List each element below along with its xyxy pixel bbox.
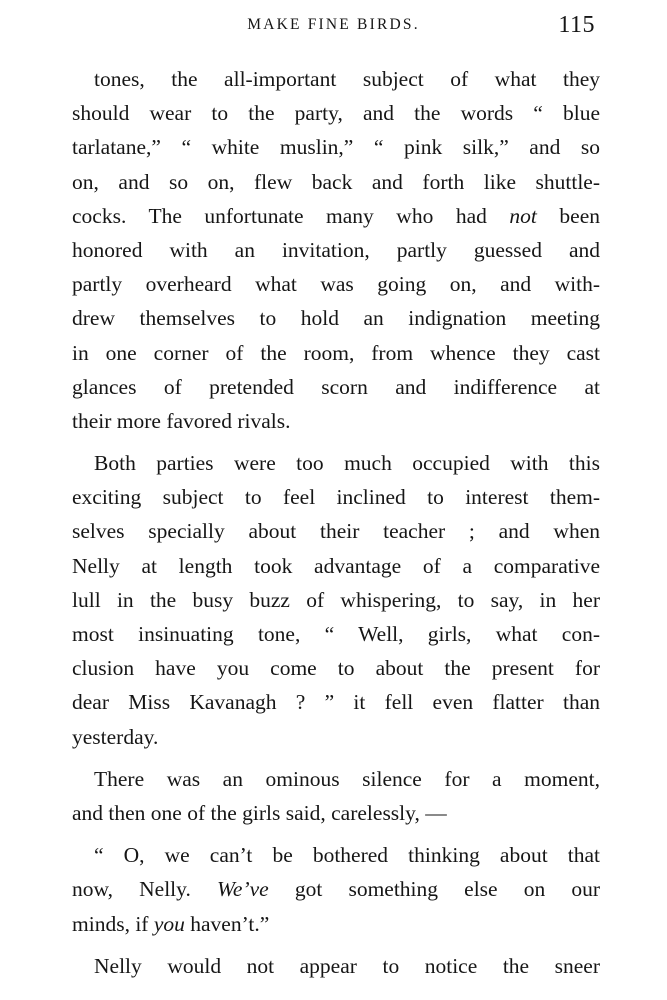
text-line [72, 685, 600, 719]
text-run: haven’t.” [184, 911, 270, 936]
text-run: honored with an invitation, partly guessed and [72, 237, 600, 262]
text-run: lull in the busy buzz of whispering, to say, in her [72, 587, 600, 612]
running-head: MAKE FINE BIRDS. [247, 16, 420, 33]
text-line [72, 96, 600, 130]
text-run: selves specially about their teacher ; and when [72, 519, 600, 544]
body-text [72, 62, 600, 983]
text-line [72, 838, 600, 872]
paragraph [72, 762, 600, 830]
text-run: should wear to the party, and the words “ blue [72, 101, 600, 126]
text-line [72, 62, 600, 96]
text-line [72, 199, 600, 233]
text-line [72, 583, 600, 617]
text-run: now, Nelly. [72, 877, 217, 902]
text-line [72, 549, 600, 583]
text-line [72, 949, 600, 983]
italic-word: you [153, 911, 185, 936]
text-run: in one corner of the room, from whence they cast [72, 340, 600, 365]
paragraph-gap [72, 941, 600, 949]
italic-word: We’ve [217, 877, 269, 902]
text-run: partly overheard what was going on, and with- [72, 272, 600, 297]
text-line [72, 796, 600, 830]
text-run: been [536, 203, 600, 228]
text-line [72, 872, 600, 906]
text-run: clusion have you come to about the present for [72, 656, 600, 681]
text-run: There was an ominous silence for a moment, [94, 766, 600, 791]
text-line [72, 617, 600, 651]
text-run: got something else on our [268, 877, 600, 902]
text-line [72, 762, 600, 796]
text-run: most insinuating tone, “ Well, girls, what con- [72, 622, 600, 646]
text-run: cocks. The unfortunate many who had [72, 203, 510, 228]
text-line [72, 907, 600, 941]
text-line [72, 165, 600, 199]
text-line [72, 720, 600, 754]
text-run: glances of pretended scorn and indifference at [72, 374, 600, 399]
paragraph-gap [72, 438, 600, 446]
text-run: dear Miss Kavanagh ? ” it fell even flatter than [72, 690, 600, 715]
text-line [72, 301, 600, 335]
text-run: Nelly at length took advantage of a comparative [72, 553, 600, 578]
text-line [72, 480, 600, 514]
paragraph [72, 446, 600, 754]
paragraph-gap [72, 754, 600, 762]
paragraph [72, 838, 600, 941]
text-run: “ O, we can’t be bothered thinking about that [94, 843, 600, 868]
text-line [72, 336, 600, 370]
text-line [72, 651, 600, 685]
text-run: Nelly would not appear to notice the sneer [94, 953, 600, 978]
text-line [72, 446, 600, 480]
text-line [72, 130, 600, 164]
text-run: Both parties were too much occupied with this [94, 451, 600, 476]
text-run: tones, the all-important subject of what they [94, 67, 600, 91]
paragraph [72, 62, 600, 438]
text-run: exciting subject to feel inclined to interest them- [72, 485, 600, 510]
text-line [72, 404, 600, 438]
italic-word: not [509, 203, 537, 228]
text-line [72, 267, 600, 301]
text-run: minds, if [72, 911, 154, 936]
page-number: 115 [558, 12, 595, 38]
text-run: and then one of the girls said, carelessly, — [72, 800, 447, 825]
paragraph [72, 949, 600, 983]
text-run: drew themselves to hold an indignation meeting [72, 306, 600, 331]
text-line [72, 233, 600, 267]
paragraph-gap [72, 830, 600, 838]
text-line [72, 514, 600, 548]
text-run: yesterday. [72, 724, 159, 749]
text-run: tarlatane,” “ white muslin,” “ pink silk,” and so [72, 135, 600, 160]
text-run: their more favored rivals. [72, 408, 291, 433]
text-line [72, 370, 600, 404]
text-run: on, and so on, flew back and forth like shuttle- [72, 169, 600, 194]
